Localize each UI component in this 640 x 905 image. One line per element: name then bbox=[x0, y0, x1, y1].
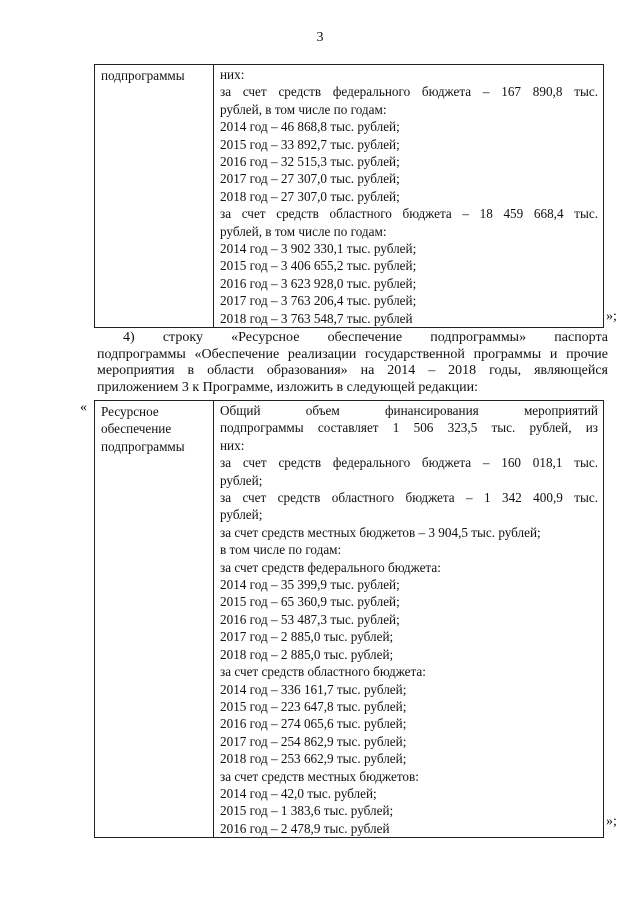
table1-line: 2014 год – 3 902 330,1 тыс. рублей; bbox=[220, 241, 417, 257]
table1-line: 2018 год – 27 307,0 тыс. рублей; bbox=[220, 188, 400, 204]
table2-line: 2017 год – 254 862,9 тыс. рублей; bbox=[220, 733, 407, 749]
table2-line: 2014 год – 35 399,9 тыс. рублей; bbox=[220, 577, 400, 593]
paragraph-line: приложением 3 к Программе, изложить в следующей редакции: bbox=[97, 379, 478, 395]
table1-left-cell bbox=[95, 65, 214, 328]
table1-line: 2018 год – 3 763 548,7 тыс. рублей bbox=[220, 310, 413, 326]
table2-right-cell bbox=[214, 401, 604, 838]
paragraph-line: подпрограммы «Обеспечение реализации государственной программы и прочие bbox=[97, 346, 608, 362]
table2-left-cell bbox=[95, 401, 214, 838]
table2-end-mark: »; bbox=[606, 814, 617, 829]
table2-line: 2015 год – 223 647,8 тыс. рублей; bbox=[220, 698, 407, 714]
table2-lines bbox=[220, 402, 598, 837]
table2-line: Общий объем финансирования мероприятий bbox=[220, 403, 598, 418]
table1-line: за счет средств областного бюджета – 18 459 668,4 тыс. bbox=[220, 206, 598, 222]
table2-line: за счет средств областного бюджета: bbox=[220, 664, 426, 680]
table2-line: за счет средств местных бюджетов: bbox=[220, 768, 419, 784]
table1-line: 2016 год – 3 623 928,0 тыс. рублей; bbox=[220, 275, 417, 291]
table2-line: 2014 год – 42,0 тыс. рублей; bbox=[220, 785, 377, 801]
table2-line: 2017 год – 2 885,0 тыс. рублей; bbox=[220, 629, 394, 645]
table2-line: в том числе по годам: bbox=[220, 542, 342, 558]
table1-line: 2017 год – 3 763 206,4 тыс. рублей; bbox=[220, 293, 417, 309]
resource-table-new bbox=[94, 400, 604, 838]
table2-line: них: bbox=[220, 437, 245, 453]
table2-open-mark: « bbox=[80, 400, 87, 415]
table2-line: за счет средств федерального бюджета – 160 018,1 тыс. bbox=[220, 455, 598, 471]
table1-lines bbox=[220, 66, 598, 327]
table2-line: рублей; bbox=[220, 472, 263, 488]
page-number: 3 bbox=[316, 30, 324, 45]
table1-line: рублей, в том числе по годам: bbox=[220, 223, 387, 239]
table2-line: 2016 год – 53 487,3 тыс. рублей; bbox=[220, 611, 400, 627]
table1-line: 2017 год – 27 307,0 тыс. рублей; bbox=[220, 171, 400, 187]
resource-table-continued bbox=[94, 64, 604, 328]
table1-line: 2016 год – 32 515,3 тыс. рублей; bbox=[220, 154, 400, 170]
table2-left-line: обеспечение bbox=[101, 421, 172, 437]
table2-line: 2018 год – 253 662,9 тыс. рублей; bbox=[220, 751, 407, 767]
table1-line: 2014 год – 46 868,8 тыс. рублей; bbox=[220, 119, 400, 135]
table2-line: 2016 год – 2 478,9 тыс. рублей bbox=[220, 820, 390, 836]
table1-left-label: подпрограммы bbox=[101, 68, 185, 83]
table1-line: рублей, в том числе по годам: bbox=[220, 101, 387, 117]
table1-end-mark: »; bbox=[606, 309, 617, 324]
table2-left-line: Ресурсное bbox=[101, 404, 159, 419]
table1-line: 2015 год – 33 892,7 тыс. рублей; bbox=[220, 136, 400, 152]
table2-line: 2015 год – 1 383,6 тыс. рублей; bbox=[220, 803, 394, 819]
table2-line: 2016 год – 274 065,6 тыс. рублей; bbox=[220, 716, 407, 732]
table1-line: за счет средств федерального бюджета – 167 890,8 тыс. bbox=[220, 84, 598, 100]
table1-right-cell bbox=[214, 65, 604, 328]
table2-line: за счет средств местных бюджетов – 3 904,5 тыс. рублей; bbox=[220, 524, 541, 540]
table2-line: за счет средств федерального бюджета: bbox=[220, 559, 441, 575]
paragraph-line: 4) строку «Ресурсное обеспечение подпрограммы» паспорта bbox=[123, 330, 608, 345]
table2-line: 2014 год – 336 161,7 тыс. рублей; bbox=[220, 681, 407, 697]
table2-line: рублей; bbox=[220, 507, 263, 523]
table1-line: 2015 год – 3 406 655,2 тыс. рублей; bbox=[220, 258, 417, 274]
instruction-paragraph bbox=[97, 330, 608, 396]
paragraph-line: мероприятия в области образования» на 2014 – 2018 годы, являющейся bbox=[97, 363, 608, 379]
table2-line: 2018 год – 2 885,0 тыс. рублей; bbox=[220, 646, 394, 662]
table2-line: за счет средств областного бюджета – 1 342 400,9 тыс. bbox=[220, 490, 598, 506]
table2-line: подпрограммы составляет 1 506 323,5 тыс. рублей, из bbox=[220, 420, 598, 436]
table2-left-line: подпрограммы bbox=[101, 438, 185, 454]
table2-line: 2015 год – 65 360,9 тыс. рублей; bbox=[220, 594, 400, 610]
table1-line: них: bbox=[220, 67, 245, 82]
